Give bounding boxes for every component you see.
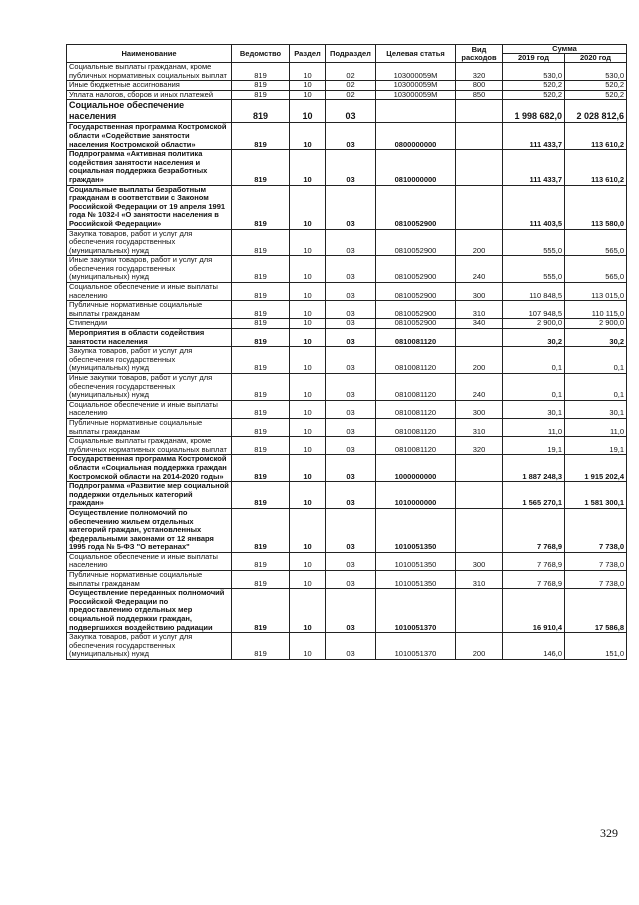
cell-podrazdel: 03 <box>326 400 376 418</box>
cell-vid: 300 <box>456 400 503 418</box>
cell-cel: 0810052900 <box>376 229 456 256</box>
cell-razdel: 10 <box>290 552 326 570</box>
cell-podrazdel: 03 <box>326 508 376 552</box>
cell-y2019: 530,0 <box>503 63 565 81</box>
cell-podrazdel: 03 <box>326 185 376 229</box>
cell-y2020: 110 115,0 <box>565 301 627 319</box>
cell-cel: 0810052900 <box>376 185 456 229</box>
cell-vid: 240 <box>456 374 503 401</box>
cell-y2020: 530,0 <box>565 63 627 81</box>
cell-cel: 1010051370 <box>376 633 456 660</box>
cell-name: Социальное обеспечение населения <box>67 100 232 123</box>
header-podrazdel: Подраздел <box>326 45 376 63</box>
table-row <box>67 329 627 347</box>
cell-vid: 200 <box>456 229 503 256</box>
cell-y2020: 30,2 <box>565 329 627 347</box>
table-row <box>67 347 627 374</box>
cell-ved: 819 <box>232 374 290 401</box>
cell-vid: 310 <box>456 571 503 589</box>
cell-razdel: 10 <box>290 482 326 509</box>
cell-y2020: 30,1 <box>565 400 627 418</box>
cell-name: Социальные выплаты безработным гражданам в соответствии с Законом Российской Федерации от 19 апреля 1991 года № 1032-I «О занятости населения в Российской Федерации» <box>67 185 232 229</box>
cell-y2019: 30,1 <box>503 400 565 418</box>
cell-razdel: 10 <box>290 400 326 418</box>
cell-ved: 819 <box>232 347 290 374</box>
cell-podrazdel: 03 <box>326 283 376 301</box>
cell-podrazdel: 02 <box>326 90 376 100</box>
cell-razdel: 10 <box>290 283 326 301</box>
cell-vid: 300 <box>456 552 503 570</box>
cell-vid <box>456 455 503 482</box>
table-row <box>67 455 627 482</box>
cell-y2020: 2 900,0 <box>565 319 627 329</box>
cell-ved: 819 <box>232 418 290 436</box>
table-row <box>67 256 627 283</box>
budget-table <box>66 44 627 660</box>
cell-name: Осуществление переданных полномочий Российской Федерации по предоставлению отдельных мер социальной поддержки граждан, подвергшихся воздействию радиации <box>67 589 232 633</box>
cell-y2020: 2 028 812,6 <box>565 100 627 123</box>
cell-y2020: 11,0 <box>565 418 627 436</box>
cell-razdel: 10 <box>290 150 326 185</box>
table-row <box>67 229 627 256</box>
cell-name: Осуществление полномочий по обеспечению жильем отдельных категорий граждан, установленных федеральными законами от 12 января 1995 года № 5-ФЗ "О ветеранах" <box>67 508 232 552</box>
cell-ved: 819 <box>232 90 290 100</box>
cell-y2020: 1 581 300,1 <box>565 482 627 509</box>
cell-name: Иные бюджетные ассигнования <box>67 81 232 91</box>
cell-vid <box>456 100 503 123</box>
cell-ved: 819 <box>232 100 290 123</box>
cell-cel: 1000000000 <box>376 455 456 482</box>
cell-razdel: 10 <box>290 455 326 482</box>
cell-y2020: 565,0 <box>565 256 627 283</box>
cell-y2019: 555,0 <box>503 229 565 256</box>
cell-name: Социальное обеспечение и иные выплаты населению <box>67 552 232 570</box>
cell-vid <box>456 150 503 185</box>
table-row <box>67 63 627 81</box>
table-row <box>67 400 627 418</box>
cell-y2019: 1 887 248,3 <box>503 455 565 482</box>
cell-y2019: 111 403,5 <box>503 185 565 229</box>
cell-y2020: 113 580,0 <box>565 185 627 229</box>
table-row <box>67 633 627 660</box>
cell-ved: 819 <box>232 319 290 329</box>
cell-y2019: 111 433,7 <box>503 123 565 150</box>
cell-cel: 103000059M <box>376 81 456 91</box>
cell-razdel: 10 <box>290 347 326 374</box>
cell-cel: 1010051350 <box>376 508 456 552</box>
cell-ved: 819 <box>232 552 290 570</box>
cell-y2019: 7 768,9 <box>503 508 565 552</box>
cell-razdel: 10 <box>290 374 326 401</box>
cell-name: Публичные нормативные социальные выплаты гражданам <box>67 301 232 319</box>
cell-cel: 1010051370 <box>376 589 456 633</box>
cell-y2020: 17 586,8 <box>565 589 627 633</box>
cell-cel: 0810081120 <box>376 418 456 436</box>
cell-vid: 300 <box>456 283 503 301</box>
cell-ved: 819 <box>232 301 290 319</box>
cell-cel: 0810052900 <box>376 319 456 329</box>
cell-podrazdel: 03 <box>326 437 376 455</box>
cell-podrazdel: 03 <box>326 150 376 185</box>
cell-razdel: 10 <box>290 418 326 436</box>
cell-cel: 1010000000 <box>376 482 456 509</box>
table-row <box>67 150 627 185</box>
cell-cel: 0810081120 <box>376 347 456 374</box>
table-row <box>67 90 627 100</box>
cell-name: Социальное обеспечение и иные выплаты населению <box>67 283 232 301</box>
cell-y2019: 7 768,9 <box>503 552 565 570</box>
cell-ved: 819 <box>232 81 290 91</box>
header-razdel: Раздел <box>290 45 326 63</box>
header-vedomstvo: Ведомство <box>232 45 290 63</box>
table-row <box>67 374 627 401</box>
cell-ved: 819 <box>232 589 290 633</box>
cell-name: Публичные нормативные социальные выплаты гражданам <box>67 571 232 589</box>
cell-y2020: 7 738,0 <box>565 508 627 552</box>
cell-razdel: 10 <box>290 508 326 552</box>
cell-vid: 320 <box>456 63 503 81</box>
cell-ved: 819 <box>232 508 290 552</box>
cell-y2019: 11,0 <box>503 418 565 436</box>
cell-cel: 0810052900 <box>376 301 456 319</box>
cell-cel: 0810081120 <box>376 437 456 455</box>
header-summa: Сумма <box>503 45 627 54</box>
table-row <box>67 123 627 150</box>
cell-y2019: 0,1 <box>503 347 565 374</box>
cell-podrazdel: 02 <box>326 81 376 91</box>
cell-podrazdel: 03 <box>326 329 376 347</box>
cell-y2019: 107 948,5 <box>503 301 565 319</box>
page-number: 329 <box>600 826 618 840</box>
table-row <box>67 552 627 570</box>
cell-podrazdel: 03 <box>326 455 376 482</box>
cell-vid: 340 <box>456 319 503 329</box>
table-row <box>67 100 627 123</box>
cell-y2020: 520,2 <box>565 81 627 91</box>
cell-razdel: 10 <box>290 185 326 229</box>
cell-y2020: 1 915 202,4 <box>565 455 627 482</box>
cell-podrazdel: 03 <box>326 418 376 436</box>
cell-y2020: 113 610,2 <box>565 150 627 185</box>
cell-vid <box>456 185 503 229</box>
cell-podrazdel: 03 <box>326 301 376 319</box>
cell-razdel: 10 <box>290 81 326 91</box>
cell-y2019: 7 768,9 <box>503 571 565 589</box>
cell-ved: 819 <box>232 150 290 185</box>
header-vid-rashodov: Вид расходов <box>456 45 503 63</box>
cell-razdel: 10 <box>290 123 326 150</box>
cell-vid: 800 <box>456 81 503 91</box>
cell-y2020: 19,1 <box>565 437 627 455</box>
cell-y2019: 520,2 <box>503 81 565 91</box>
cell-vid: 200 <box>456 633 503 660</box>
cell-ved: 819 <box>232 283 290 301</box>
cell-cel: 103000059M <box>376 63 456 81</box>
header-celevaya-statya: Целевая статья <box>376 45 456 63</box>
cell-ved: 819 <box>232 63 290 81</box>
cell-name: Иные закупки товаров, работ и услуг для обеспечения государственных (муниципальных) нужд <box>67 256 232 283</box>
cell-name: Государственная программа Костромской области «Социальная поддержка граждан Костромской области на 2014-2020 годы» <box>67 455 232 482</box>
cell-podrazdel: 03 <box>326 347 376 374</box>
cell-vid: 200 <box>456 347 503 374</box>
cell-vid: 310 <box>456 301 503 319</box>
cell-cel: 0810052900 <box>376 256 456 283</box>
cell-vid: 850 <box>456 90 503 100</box>
table-row <box>67 437 627 455</box>
cell-podrazdel: 03 <box>326 374 376 401</box>
cell-cel <box>376 100 456 123</box>
table-row <box>67 283 627 301</box>
cell-podrazdel: 03 <box>326 589 376 633</box>
cell-razdel: 10 <box>290 437 326 455</box>
table-row <box>67 508 627 552</box>
cell-podrazdel: 03 <box>326 319 376 329</box>
cell-y2020: 7 738,0 <box>565 552 627 570</box>
cell-vid <box>456 508 503 552</box>
cell-name: Закупка товаров, работ и услуг для обеспечения государственных (муниципальных) нужд <box>67 347 232 374</box>
cell-y2019: 110 848,5 <box>503 283 565 301</box>
cell-vid <box>456 329 503 347</box>
cell-y2020: 113 610,2 <box>565 123 627 150</box>
cell-razdel: 10 <box>290 633 326 660</box>
cell-podrazdel: 03 <box>326 229 376 256</box>
cell-ved: 819 <box>232 400 290 418</box>
cell-cel: 0810081120 <box>376 329 456 347</box>
cell-razdel: 10 <box>290 100 326 123</box>
cell-name: Публичные нормативные социальные выплаты гражданам <box>67 418 232 436</box>
cell-razdel: 10 <box>290 256 326 283</box>
cell-razdel: 10 <box>290 229 326 256</box>
cell-vid <box>456 589 503 633</box>
cell-cel: 0800000000 <box>376 123 456 150</box>
cell-y2019: 30,2 <box>503 329 565 347</box>
cell-y2020: 565,0 <box>565 229 627 256</box>
cell-name: Закупка товаров, работ и услуг для обеспечения государственных (муниципальных) нужд <box>67 229 232 256</box>
cell-name: Социальное обеспечение и иные выплаты населению <box>67 400 232 418</box>
cell-podrazdel: 03 <box>326 482 376 509</box>
cell-ved: 819 <box>232 256 290 283</box>
cell-podrazdel: 02 <box>326 63 376 81</box>
cell-razdel: 10 <box>290 571 326 589</box>
cell-podrazdel: 03 <box>326 552 376 570</box>
cell-y2019: 1 565 270,1 <box>503 482 565 509</box>
cell-vid: 320 <box>456 437 503 455</box>
cell-name: Иные закупки товаров, работ и услуг для обеспечения государственных (муниципальных) нужд <box>67 374 232 401</box>
table-row <box>67 571 627 589</box>
cell-ved: 819 <box>232 571 290 589</box>
cell-razdel: 10 <box>290 90 326 100</box>
cell-name: Подпрограмма «Развитие мер социальной поддержки отдельных категорий граждан» <box>67 482 232 509</box>
header-2019: 2019 год <box>503 54 565 63</box>
table-row <box>67 301 627 319</box>
table-body <box>67 63 627 660</box>
cell-cel: 0810081120 <box>376 400 456 418</box>
cell-name: Подпрограмма «Активная политика содействия занятости населения и социальная поддержка безработных граждан» <box>67 150 232 185</box>
cell-cel: 0810000000 <box>376 150 456 185</box>
cell-y2020: 7 738,0 <box>565 571 627 589</box>
cell-name: Социальные выплаты гражданам, кроме публичных нормативных социальных выплат <box>67 63 232 81</box>
cell-name: Уплата налогов, сборов и иных платежей <box>67 90 232 100</box>
cell-y2019: 19,1 <box>503 437 565 455</box>
cell-podrazdel: 03 <box>326 123 376 150</box>
cell-ved: 819 <box>232 229 290 256</box>
cell-y2020: 0,1 <box>565 374 627 401</box>
cell-cel: 0810081120 <box>376 374 456 401</box>
cell-ved: 819 <box>232 123 290 150</box>
cell-y2020: 0,1 <box>565 347 627 374</box>
cell-vid: 240 <box>456 256 503 283</box>
cell-y2019: 0,1 <box>503 374 565 401</box>
cell-ved: 819 <box>232 455 290 482</box>
cell-y2019: 2 900,0 <box>503 319 565 329</box>
cell-y2019: 520,2 <box>503 90 565 100</box>
cell-y2020: 113 015,0 <box>565 283 627 301</box>
cell-name: Социальные выплаты гражданам, кроме публичных нормативных социальных выплат <box>67 437 232 455</box>
cell-y2020: 151,0 <box>565 633 627 660</box>
cell-cel: 1010051350 <box>376 552 456 570</box>
cell-cel: 0810052900 <box>376 283 456 301</box>
table-row <box>67 185 627 229</box>
header-name: Наименование <box>67 45 232 63</box>
cell-ved: 819 <box>232 329 290 347</box>
cell-cel: 103000059M <box>376 90 456 100</box>
table-row <box>67 589 627 633</box>
table-row <box>67 319 627 329</box>
cell-razdel: 10 <box>290 63 326 81</box>
cell-name: Мероприятия в области содействия занятости населения <box>67 329 232 347</box>
cell-podrazdel: 03 <box>326 633 376 660</box>
cell-y2019: 111 433,7 <box>503 150 565 185</box>
cell-razdel: 10 <box>290 589 326 633</box>
cell-ved: 819 <box>232 185 290 229</box>
cell-name: Стипендии <box>67 319 232 329</box>
cell-name: Государственная программа Костромской области «Содействие занятости населения Костромской области» <box>67 123 232 150</box>
cell-name: Закупка товаров, работ и услуг для обеспечения государственных (муниципальных) нужд <box>67 633 232 660</box>
cell-y2020: 520,2 <box>565 90 627 100</box>
cell-y2019: 1 998 682,0 <box>503 100 565 123</box>
header-2020: 2020 год <box>565 54 627 63</box>
cell-ved: 819 <box>232 437 290 455</box>
cell-ved: 819 <box>232 633 290 660</box>
cell-razdel: 10 <box>290 319 326 329</box>
table-row <box>67 482 627 509</box>
table-row <box>67 81 627 91</box>
table-row <box>67 418 627 436</box>
cell-podrazdel: 03 <box>326 256 376 283</box>
cell-y2019: 16 910,4 <box>503 589 565 633</box>
cell-vid <box>456 482 503 509</box>
cell-podrazdel: 03 <box>326 571 376 589</box>
cell-y2019: 146,0 <box>503 633 565 660</box>
cell-vid <box>456 123 503 150</box>
cell-podrazdel: 03 <box>326 100 376 123</box>
cell-vid: 310 <box>456 418 503 436</box>
cell-razdel: 10 <box>290 329 326 347</box>
cell-cel: 1010051350 <box>376 571 456 589</box>
cell-y2019: 555,0 <box>503 256 565 283</box>
cell-ved: 819 <box>232 482 290 509</box>
cell-razdel: 10 <box>290 301 326 319</box>
